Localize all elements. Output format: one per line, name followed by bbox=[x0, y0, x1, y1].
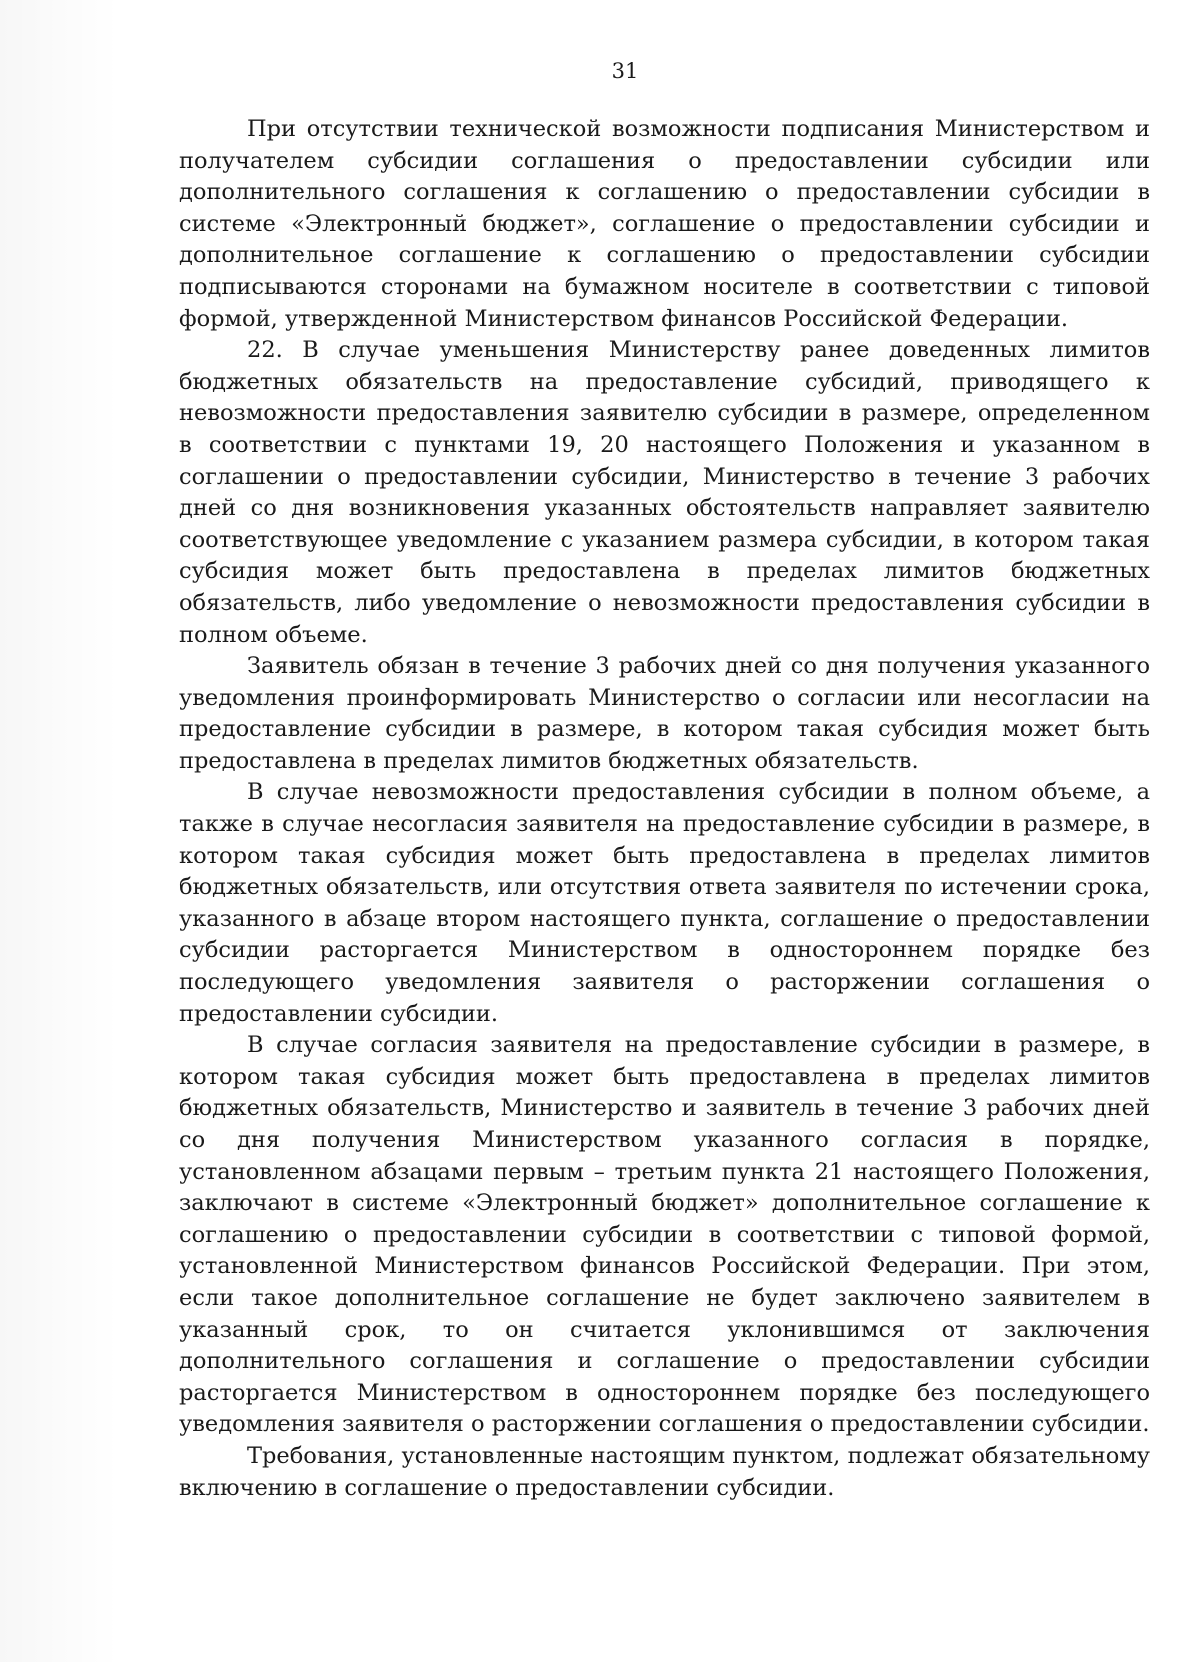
paragraph: При отсутствии технической возможности подписания Министерством и получателем субсидии соглашения о предоставлении субсидии или дополнительного соглашения к соглашению о предоставлении субсидии в системе «Электронный бюджет», соглашение о предоставлении субсидии и дополнительное соглашение к соглашению о предоставлении субсидии подписываются сторонами на бумажном носителе в соответствии с типовой формой, утвержденной Министерством финансов Российской Федерации. bbox=[179, 116, 1150, 332]
paragraph: В случае невозможности предоставления субсидии в полном объеме, а также в случае несогласия заявителя на предоставление субсидии в размере, в котором такая субсидия может быть предоставлена в пределах лимитов бюджетных обязательств, или отсутствия ответа заявителя по истечении срока, указанного в абзаце втором настоящего пункта, соглашение о предоставлении субсидии расторгается Министерством в одностороннем порядке без последующего уведомления заявителя о расторжении соглашения о предоставлении субсидии. bbox=[179, 779, 1150, 1027]
page-number: 31 bbox=[611, 59, 639, 83]
paragraph: Требования, установленные настоящим пунктом, подлежат обязательному включению в соглашение о предоставлении субсидии. bbox=[179, 1442, 1150, 1501]
paragraph: В случае согласия заявителя на предоставление субсидии в размере, в котором такая субсидия может быть предоставлена в пределах лимитов бюджетных обязательств, Министерство и заявитель в течение 3 рабочих дней со дня получения Министерством указанного согласия в порядке, установленном абзацами первым – третьим пункта 21 настоящего Положения, заключают в системе «Электронный бюджет» дополнительное соглашение к соглашению о предоставлении субсидии в соответствии с типовой формой, установленной Министерством финансов Российской Федерации. При этом, если такое дополнительное соглашение не будет заключено заявителем в указанный срок, то он считается уклонившимся от заключения дополнительного соглашения и соглашение о предоставлении субсидии расторгается Министерством в одностороннем порядке без последующего уведомления заявителя о расторжении соглашения о предоставлении субсидии. bbox=[179, 1032, 1150, 1438]
scan-shading bbox=[0, 0, 120, 1662]
document-body bbox=[179, 114, 1150, 1504]
paragraph: Заявитель обязан в течение 3 рабочих дней со дня получения указанного уведомления проинформировать Министерство о согласии или несогласии на предоставление субсидии в размере, в котором такая субсидия может быть предоставлена в пределах лимитов бюджетных обязательств. bbox=[179, 653, 1150, 774]
paragraph: 22. В случае уменьшения Министерству ранее доведенных лимитов бюджетных обязательств на предоставление субсидий, приводящего к невозможности предоставления заявителю субсидии в размере, определенном в соответствии с пунктами 19, 20 настоящего Положения и указанном в соглашении о предоставлении субсидии, Министерство в течение 3 рабочих дней со дня возникновения указанных обстоятельств направляет заявителю соответствующее уведомление с указанием размера субсидии, в котором такая субсидия может быть предоставлена в пределах лимитов бюджетных обязательств, либо уведомление о невозможности предоставления субсидии в полном объеме. bbox=[179, 337, 1150, 648]
